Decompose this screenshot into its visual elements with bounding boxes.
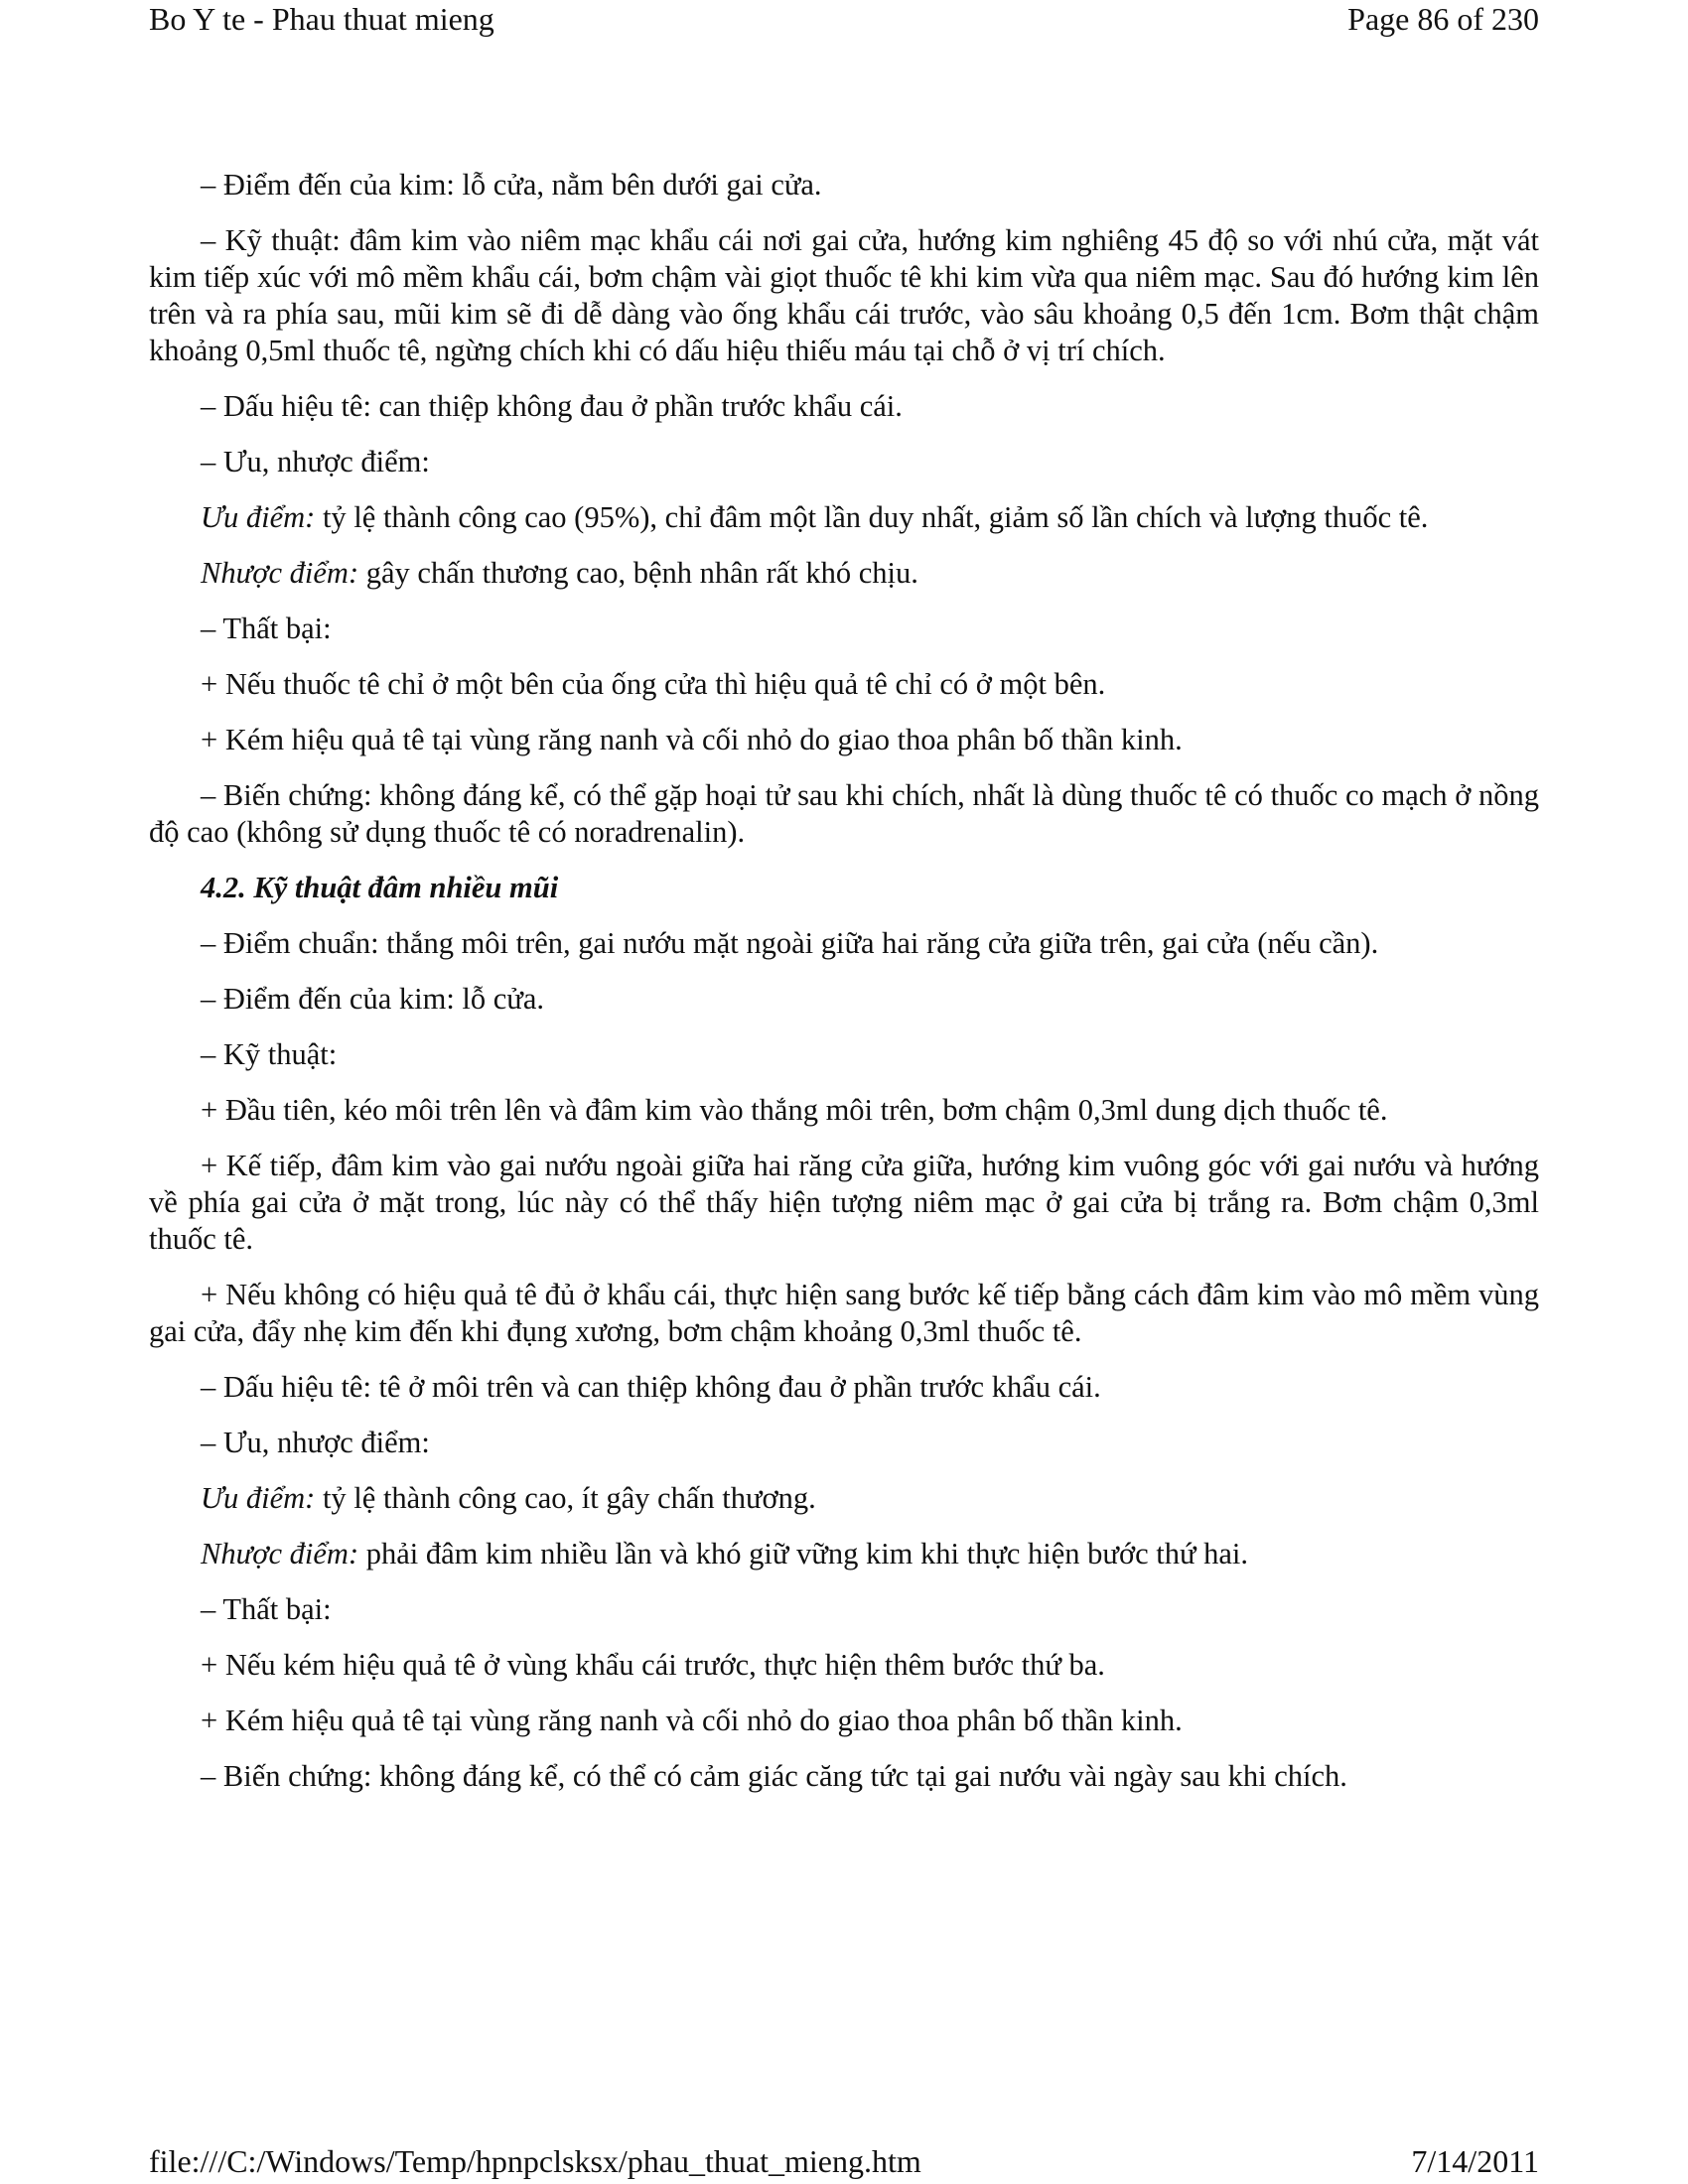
advantage-label: Ưu điểm: bbox=[201, 500, 316, 534]
paragraph: + Nếu kém hiệu quả tê ở vùng khẩu cái trước, thực hiện thêm bước thứ ba. bbox=[201, 1648, 1105, 1682]
page-header bbox=[149, 0, 1539, 38]
paragraph bbox=[149, 1480, 1539, 1517]
paragraph: – Thất bại: bbox=[201, 1592, 332, 1626]
paragraph: + Nếu thuốc tê chỉ ở một bên của ống cửa thì hiệu quả tê chỉ có ở một bên. bbox=[201, 667, 1106, 701]
page-footer bbox=[149, 2142, 1539, 2180]
paragraph-text: phải đâm kim nhiều lần và khó giữ vững kim khi thực hiện bước thứ hai. bbox=[358, 1537, 1249, 1570]
paragraph bbox=[149, 499, 1539, 536]
paragraph: + Đầu tiên, kéo môi trên lên và đâm kim vào thắng môi trên, bơm chậm 0,3ml dung dịch thuốc tê. bbox=[201, 1093, 1388, 1127]
paragraph: – Ưu, nhược điểm: bbox=[201, 1426, 430, 1459]
paragraph bbox=[149, 1536, 1539, 1572]
paragraph: – Ưu, nhược điểm: bbox=[201, 445, 430, 478]
paragraph: – Dấu hiệu tê: can thiệp không đau ở phần trước khẩu cái. bbox=[201, 389, 903, 423]
paragraph: – Dấu hiệu tê: tê ở môi trên và can thiệp không đau ở phần trước khẩu cái. bbox=[201, 1370, 1101, 1404]
page-number: Page 86 of 230 bbox=[1347, 1, 1539, 37]
paragraph: – Biến chứng: không đáng kể, có thể gặp hoại tử sau khi chích, nhất là dùng thuốc tê có thuốc co mạch ở nồng độ cao (không sử dụng thuốc tê có noradrenalin). bbox=[149, 778, 1539, 849]
paragraph bbox=[149, 555, 1539, 592]
disadvantage-label: Nhược điểm: bbox=[201, 1537, 359, 1570]
paragraph-text: tỷ lệ thành công cao (95%), chỉ đâm một lần duy nhất, giảm số lần chích và lượng thuốc tê. bbox=[315, 500, 1429, 534]
paragraph: + Kém hiệu quả tê tại vùng răng nanh và cối nhỏ do giao thoa phân bố thần kinh. bbox=[201, 1704, 1183, 1737]
file-path: file:///C:/Windows/Temp/hpnpclsksx/phau_thuat_mieng.htm bbox=[149, 2143, 921, 2179]
paragraph: – Thất bại: bbox=[201, 612, 332, 645]
section-heading: 4.2. Kỹ thuật đâm nhiều mũi bbox=[201, 871, 559, 904]
paragraph: + Kém hiệu quả tê tại vùng răng nanh và cối nhỏ do giao thoa phân bố thần kinh. bbox=[201, 723, 1183, 756]
paragraph-text: gây chấn thương cao, bệnh nhân rất khó chịu. bbox=[358, 556, 918, 590]
header-title: Bo Y te - Phau thuat mieng bbox=[149, 1, 494, 37]
paragraph: – Biến chứng: không đáng kể, có thể có cảm giác căng tức tại gai nướu vài ngày sau khi chích. bbox=[201, 1759, 1347, 1793]
disadvantage-label: Nhược điểm: bbox=[201, 556, 359, 590]
paragraph: – Kỹ thuật: bbox=[201, 1037, 338, 1071]
print-date: 7/14/2011 bbox=[1411, 2143, 1539, 2179]
paragraph: – Điểm chuẩn: thắng môi trên, gai nướu mặt ngoài giữa hai răng cửa giữa trên, gai cửa (nếu cần). bbox=[201, 926, 1379, 960]
paragraph: – Điểm đến của kim: lỗ cửa, nằm bên dưới gai cửa. bbox=[201, 168, 822, 202]
document-body bbox=[149, 167, 1539, 1814]
advantage-label: Ưu điểm: bbox=[201, 1481, 316, 1515]
paragraph: – Kỹ thuật: đâm kim vào niêm mạc khẩu cái nơi gai cửa, hướng kim nghiêng 45 độ so với nhú cửa, mặt vát kim tiếp xúc với mô mềm khẩu cái, bơm chậm vài giọt thuốc tê khi kim vừa qua niêm mạc. Sau đó hướng kim lên trên và ra phía sau, mũi kim sẽ đi dễ dàng vào ống khẩu cái trước, vào sâu khoảng 0,5 đến 1cm. Bơm thật chậm khoảng 0,5ml thuốc tê, ngừng chích khi có dấu hiệu thiếu máu tại chỗ ở vị trí chích. bbox=[149, 223, 1539, 367]
paragraph: – Điểm đến của kim: lỗ cửa. bbox=[201, 982, 544, 1016]
paragraph: + Kế tiếp, đâm kim vào gai nướu ngoài giữa hai răng cửa giữa, hướng kim vuông góc với gai nướu và hướng về phía gai cửa ở mặt trong, lúc này có thể thấy hiện tượng niêm mạc ở gai cửa bị trắng ra. Bơm chậm 0,3ml thuốc tê. bbox=[149, 1149, 1539, 1256]
paragraph-text: tỷ lệ thành công cao, ít gây chấn thương. bbox=[315, 1481, 816, 1515]
paragraph: + Nếu không có hiệu quả tê đủ ở khẩu cái, thực hiện sang bước kế tiếp bằng cách đâm kim vào mô mềm vùng gai cửa, đẩy nhẹ kim đến khi đụng xương, bơm chậm khoảng 0,3ml thuốc tê. bbox=[149, 1278, 1539, 1348]
